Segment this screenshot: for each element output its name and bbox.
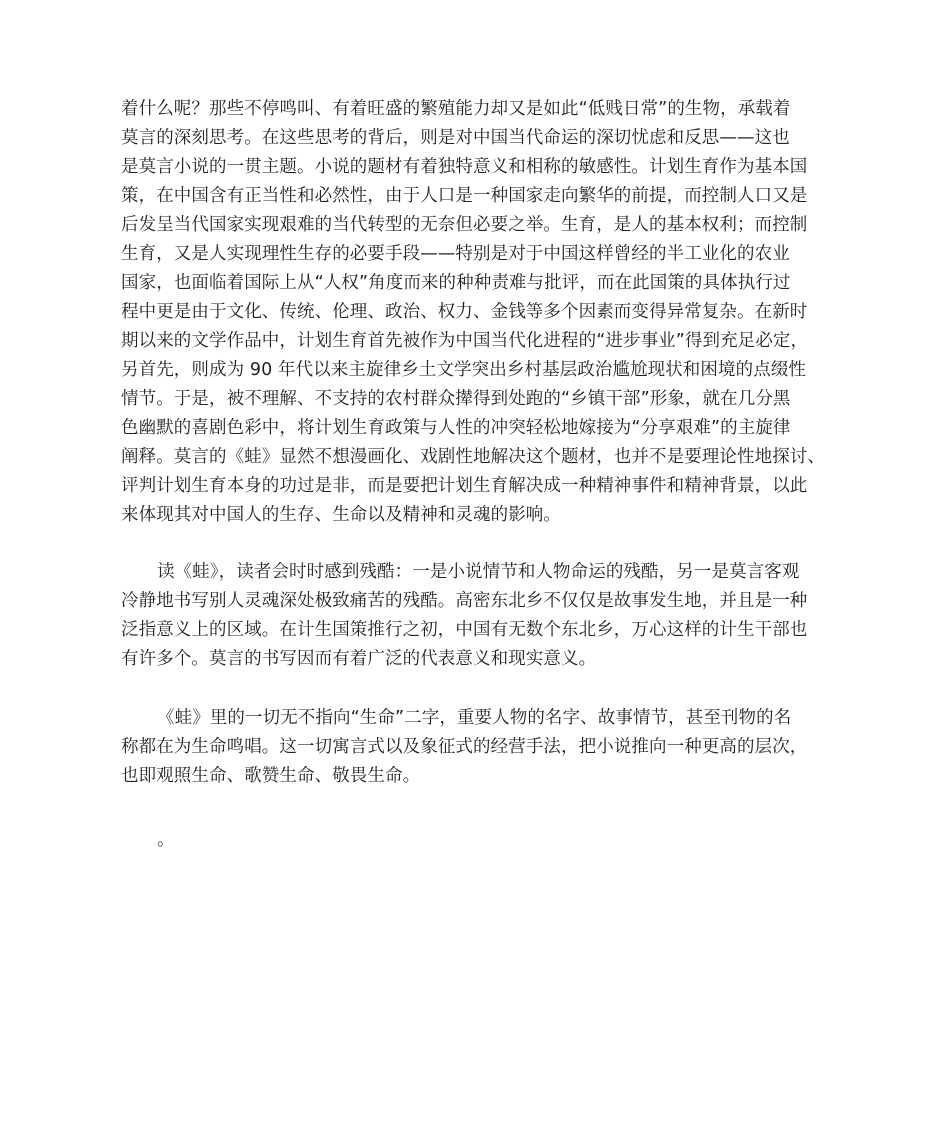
- text-line: 也即观照生命、歌赞生命、敬畏生命。: [121, 766, 421, 786]
- text-line: 冷静地书写别人灵魂深处极致痛苦的残酷。高密东北乡不仅仅是故事发生地，并且是一种: [121, 591, 808, 611]
- text-line: 策，在中国含有正当性和必然性，由于人口是一种国家走向繁华的前提，而控制人口又是: [121, 186, 808, 206]
- text-line: 莫言的深刻思考。在这些思考的背后，则是对中国当代命运的深切忧虑和反思——这也: [121, 128, 790, 148]
- text-line: 称都在为生命鸣唱。这一切寓言式以及象征式的经营手法，把小说推向一种更高的层次，: [121, 737, 808, 757]
- text-line: 程中更是由于文化、传统、伦理、政治、权力、金钱等多个因素而变得异常复杂。在新时: [121, 302, 808, 322]
- text-line: 生育，又是人实现理性生存的必要手段——特别是对于中国这样曾经的半工业化的农业: [121, 244, 790, 264]
- paragraph-4: [121, 826, 839, 855]
- text-line: 另首先，则成为 90 年代以来主旋律乡土文学突出乡村基层政治尴尬现状和困境的点缀性: [121, 360, 806, 380]
- text-line: 着什么呢？那些不停鸣叫、有着旺盛的繁殖能力却又是如此“低贱日常”的生物，承载着: [121, 99, 791, 119]
- text-line: 。: [157, 830, 175, 850]
- text-line: 泛指意义上的区域。在计生国策推行之初，中国有无数个东北乡，万心这样的计生干部也: [121, 620, 808, 640]
- paragraph-3: [121, 704, 839, 791]
- text-line: 有许多个。莫言的书写因而有着广泛的代表意义和现实意义。: [121, 649, 597, 669]
- text-line: 后发呈当代国家实现艰难的当代转型的无奈但必要之举。生育，是人的基本权利；而控制: [121, 215, 808, 235]
- text-line: 评判计划生育本身的功过是非，而是要把计划生育解决成一种精神事件和精神背景，以此: [121, 476, 808, 496]
- paragraph-2: [121, 558, 839, 674]
- text-line: 国家，也面临着国际上从“人权”角度而来的种种责难与批评，而在此国策的具体执行过: [121, 273, 791, 293]
- text-line: 来体现其对中国人的生存、生命以及精神和灵魂的影响。: [121, 505, 561, 525]
- text-line: 是莫言小说的一贯主题。小说的题材有着独特意义和相称的敏感性。计划生育作为基本国: [121, 157, 808, 177]
- paragraph-1: [121, 95, 839, 530]
- text-line: 色幽默的喜剧色彩中，将计划生育政策与人性的冲突轻松地嫁接为“分享艰难”的主旋律: [121, 418, 791, 438]
- text-line: 阐释。莫言的《蛙》显然不想漫画化、戏剧性地解决这个题材，也并不是要理论性地探讨、: [121, 447, 825, 467]
- text-line: 期以来的文学作品中，计划生育首先被作为中国当代化进程的“进步事业”得到充足必定，: [121, 331, 809, 351]
- text-line: 《蛙》里的一切无不指向“生命”二字，重要人物的名字、故事情节，甚至刊物的名: [157, 708, 792, 728]
- text-line: 读《蛙》，读者会时时感到残酷：一是小说情节和人物命运的残酷，另一是莫言客观: [157, 562, 800, 582]
- text-line: 情节。于是，被不理解、不支持的农村群众撵得到处跑的“乡镇干部”形象，就在几分黑: [121, 389, 791, 409]
